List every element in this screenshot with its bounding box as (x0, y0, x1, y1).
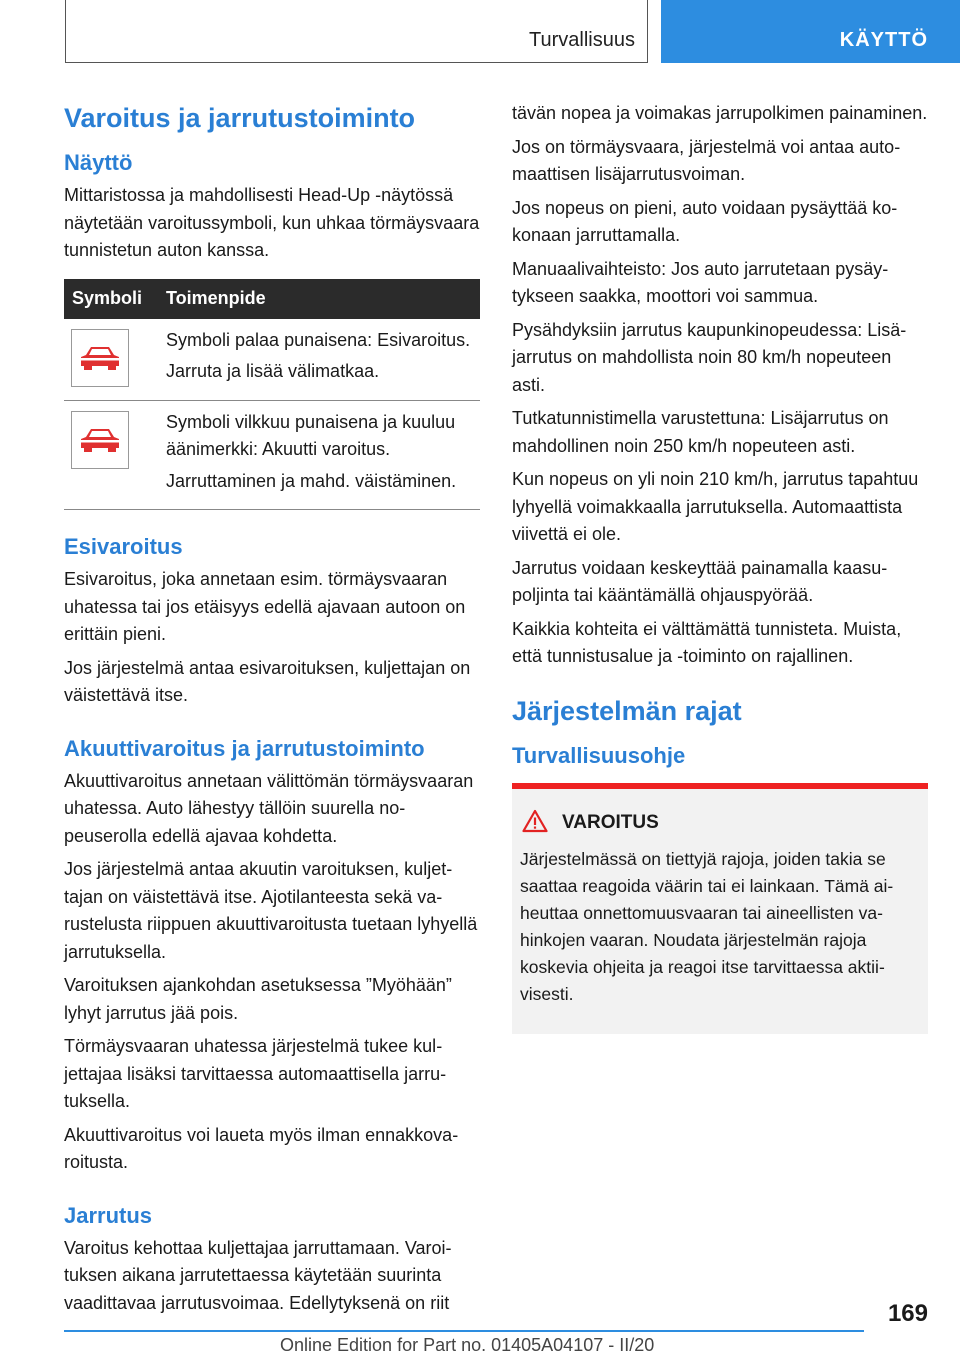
warning-triangle-icon (522, 809, 548, 838)
left-column (64, 100, 480, 1323)
col-action-header: Toimenpide (158, 279, 480, 319)
right-p2: Jos on törmäysvaara, järjestelmä voi antaa automaattisen lisäjarrutusvoiman. (512, 136, 901, 184)
braking-heading: Jarrutus (64, 1202, 153, 1228)
right-p9: Kaikkia kohteita ei välttämättä tunnisteta. Muista, että tunnistusalue ja -toiminto on rajallinen. (512, 618, 902, 666)
acute-p4: Törmäysvaaran uhatessa järjestelmä tukee kuljettajaa lisäksi tarvittaessa automaattisella jarrutuksella. (64, 1036, 447, 1111)
acute-p3: Varoituksen ajankohdan asetuksessa ”Myöhään” lyhyt jarrutus jää pois. (64, 975, 452, 1023)
col-symbol-header: Symboli (64, 279, 158, 319)
symbol-table (64, 279, 480, 511)
header-chapter-title: KÄYTTÖ (839, 29, 928, 51)
header-chapter-tab (661, 0, 960, 63)
braking-p1: Varoitus kehottaa kuljettajaa jarruttamaan. Varoituksen aikana jarrutettaessa käytetään suurinta vaadittavaa jarrutusvoimaa. Edellytyksenä on riit (64, 1237, 452, 1313)
safety-heading: Turvallisuusohje (512, 742, 686, 768)
car-warning-icon (71, 329, 129, 387)
right-p4: Manuaalivaihteisto: Jos auto jarrutetaan pysäytykseen saakka, moottori voi sammua. (512, 258, 889, 306)
prewarn-heading: Esivaroitus (64, 534, 183, 559)
row1-action: Jarruta ja lisää välimatkaa. (166, 361, 380, 381)
footer-rule (64, 1330, 864, 1332)
page-number: 169 (887, 1300, 928, 1327)
warning-text: Järjestelmässä on tiettyjä rajoja, joiden takia se saattaa reagoida väärin tai ei lainkaan. Tämä aiheuttaa onnettomuusvaaran tai aineellisten vahinkojen vaaran. Noudata järjestelmän rajoja koskevia ohjeita ja reagoi itse tarvittaessa aktiivisesti. (520, 848, 894, 1004)
acute-heading: Akuuttivaroitus ja jarrutustoiminto (64, 735, 425, 761)
warning-title: VAROITUS (562, 812, 659, 833)
right-p1: tävän nopea ja voimakas jarrupolkimen painaminen. (512, 103, 928, 123)
footer-edition: Online Edition for Part no. 01405A04107 - II/20 (280, 1335, 655, 1355)
car-warning-icon (71, 411, 129, 469)
page-title: Varoitus ja jarrutustoiminto (64, 103, 416, 133)
table-header-row (64, 279, 480, 319)
acute-p1: Akuuttivaroitus annetaan välittömän törmäysvaaran uhatessa. Auto lähestyy tällöin suurella nopeuserolla edellä ajavaa kohdetta. (64, 770, 474, 846)
prewarn-p1: Esivaroitus, joka annetaan esim. törmäysvaaran uhatessa tai jos etäisyys edellä ajavaan autoon on erittäin pieni. (64, 569, 466, 644)
limits-title: Järjestelmän rajat (512, 695, 742, 726)
right-p8: Jarrutus voidaan keskeyttää painamalla kaasupoljinta tai kääntämällä ohjauspyörää. (512, 557, 888, 605)
prewarn-p2: Jos järjestelmä antaa esivaroituksen, kuljettajan on väistettävä itse. (64, 657, 471, 705)
row1-text: Symboli palaa punaisena: Esivaroitus. (166, 329, 471, 350)
acute-p5: Akuuttivaroitus voi laueta myös ilman ennakkovaroitusta. (64, 1124, 459, 1172)
header-section-title: Turvallisuus (529, 29, 635, 51)
right-p5: Pysähdyksiin jarrutus kaupunkinopeudessa: Lisäjarrutus on mahdollista noin 80 km/h nopeuteen asti. (512, 319, 907, 395)
right-p6: Tutkatunnistimella varustettuna: Lisäjarrutus on mahdollinen noin 250 km/h nopeuteen asti. (512, 408, 889, 456)
acute-p2: Jos järjestelmä antaa akuutin varoituksen, kuljettajan on väistettävä itse. Ajotilanteesta sekä varustelusta riippuen akuuttivaroitusta tuetaan lyhyellä jarrutuksella. (64, 859, 478, 962)
display-text: Mittaristossa ja mahdollisesti Head-Up -näytössä näytetään varoitussymboli, kun uhkaa törmäysvaara tunnistetun auton kanssa. (64, 185, 480, 260)
header-section-box (65, 0, 648, 63)
row2-action: Jarruttaminen ja mahd. väistäminen. (166, 470, 457, 491)
warning-box (512, 783, 928, 1034)
display-heading: Näyttö (64, 150, 133, 175)
table-row (64, 319, 480, 401)
right-column (512, 100, 928, 1034)
right-p7: Kun nopeus on yli noin 210 km/h, jarrutus tapahtuu lyhyellä voimakkaalla jarrutuksella. Automaattista viivettä ei ole. (512, 469, 919, 544)
right-p3: Jos nopeus on pieni, auto voidaan pysäyttää kokonaan jarruttamalla. (512, 197, 898, 245)
table-row (64, 400, 480, 510)
row2-text: Symboli vilkkuu punaisena ja kuuluu äänimerkki: Akuutti varoitus. (166, 411, 456, 459)
